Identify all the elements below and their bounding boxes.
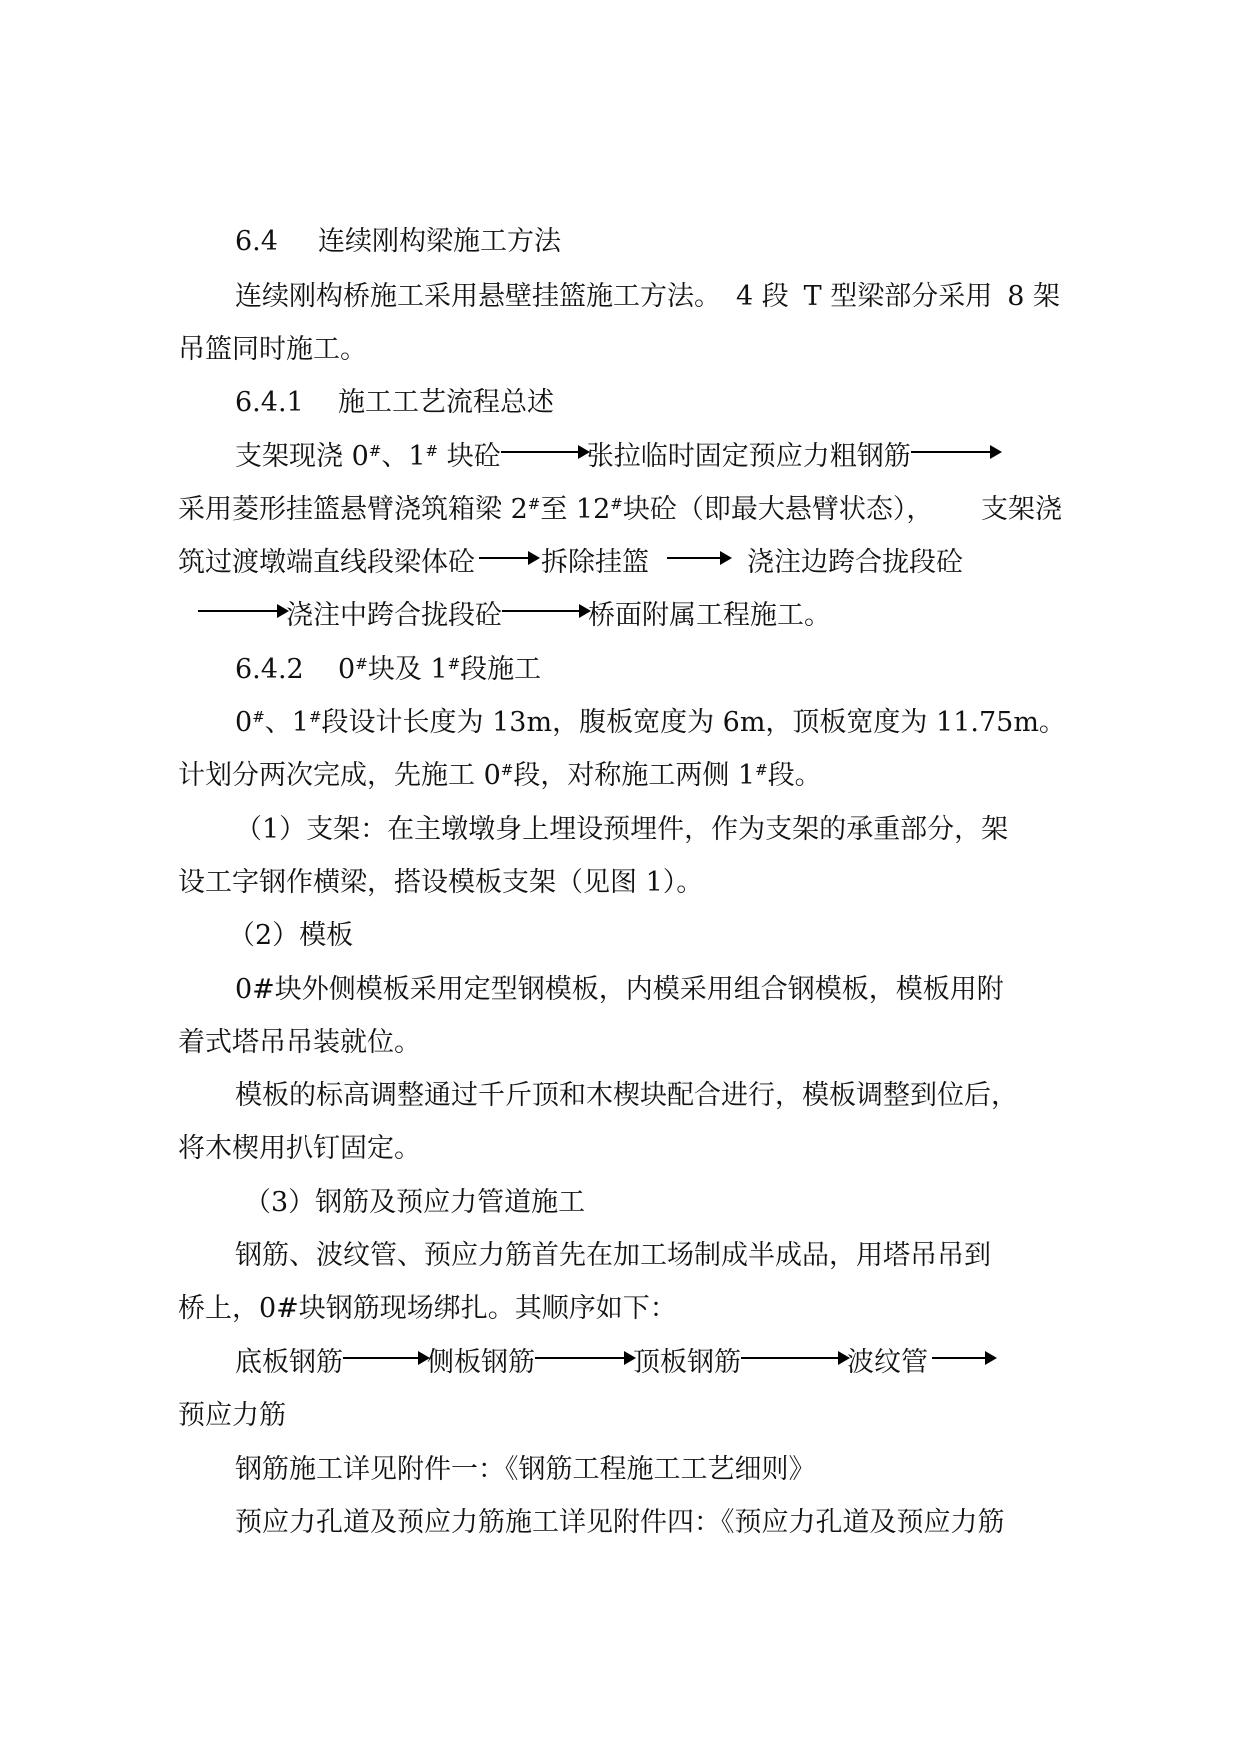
flow-arrow <box>667 557 729 559</box>
paragraph-line: 钢筋、波纹管、预应力筋首先在加工场制成半成品，用塔吊吊到 <box>235 1240 991 1271</box>
subsection-heading: 6.4.1 施工工艺流程总述 <box>235 387 555 418</box>
subsection-heading: 6.4.2 0#块及 1#段施工 <box>235 654 542 685</box>
paragraph-line: 计划分两次完成，先施工 0#段，对称施工两侧 1#段。 <box>178 760 822 791</box>
flow-arrow <box>535 1357 633 1359</box>
paragraph-line: 吊篮同时施工。 <box>178 334 367 365</box>
flow-line: 筑过渡墩端直线段梁体砼 拆除挂篮 浇注边跨合拢段砼 <box>178 547 963 578</box>
paragraph-line: 着式塔吊吊装就位。 <box>178 1027 421 1058</box>
paragraph-line: （1）支架：在主墩墩身上埋设预埋件，作为支架的承重部分，架 <box>235 814 1009 845</box>
flow-arrow <box>343 1357 427 1359</box>
section-title: 连续刚构梁施工方法 <box>317 226 561 257</box>
flow-arrow <box>932 1357 994 1359</box>
paragraph-line: 0#、1#段设计长度为 13m，腹板宽度为 6m，顶板宽度为 11.75m。 <box>235 707 1066 738</box>
paragraph-line: 将木楔用扒钉固定。 <box>178 1133 421 1164</box>
paragraph-line: 设工字钢作横梁，搭设模板支架（见图 1）。 <box>178 867 704 898</box>
item-heading: （2）模板 <box>228 920 354 951</box>
section-number: 6.4 <box>235 226 278 257</box>
flow-arrow <box>501 451 587 453</box>
flow-arrow <box>502 610 588 612</box>
flow-arrow <box>911 451 999 453</box>
paragraph-line: 连续刚构桥施工采用悬壁挂篮施工方法。 4 段 T 型梁部分采用 8 架 <box>235 281 1060 312</box>
item-heading: （3）钢筋及预应力管道施工 <box>244 1187 586 1218</box>
paragraph-line: 钢筋施工详见附件一：《钢筋工程施工工艺细则》 <box>235 1454 816 1485</box>
flow-line: 支架现浇 0#、1# 块砼 张拉临时固定预应力粗钢筋 <box>235 437 999 477</box>
paragraph-line: 模板的标高调整通过千斤顶和木楔块配合进行，模板调整到位后， <box>235 1080 1018 1111</box>
paragraph-line: 0#块外侧模板采用定型钢模板，内模采用组合钢模板，模板用附 <box>235 974 1004 1005</box>
paragraph-line: 预应力孔道及预应力筋施工详见附件四：《预应力孔道及预应力筋 <box>235 1507 1005 1538</box>
sequence-line: 底板钢筋 侧板钢筋 顶板钢筋 波纹管 <box>235 1343 994 1383</box>
flow-line: 采用菱形挂篮悬臂浇筑箱梁 2#至 12#块砼（即最大悬臂状态）， 支架浇 <box>178 494 1062 525</box>
flow-line: 浇注中跨合拢段砼 桥面附属工程施工。 <box>198 596 831 636</box>
flow-arrow <box>741 1357 847 1359</box>
flow-arrow <box>198 610 286 612</box>
sequence-line: 预应力筋 <box>178 1400 286 1431</box>
section-heading <box>235 222 561 262</box>
flow-arrow <box>479 557 537 559</box>
paragraph-line: 桥上，0#块钢筋现场绑扎。其顺序如下： <box>178 1293 677 1324</box>
